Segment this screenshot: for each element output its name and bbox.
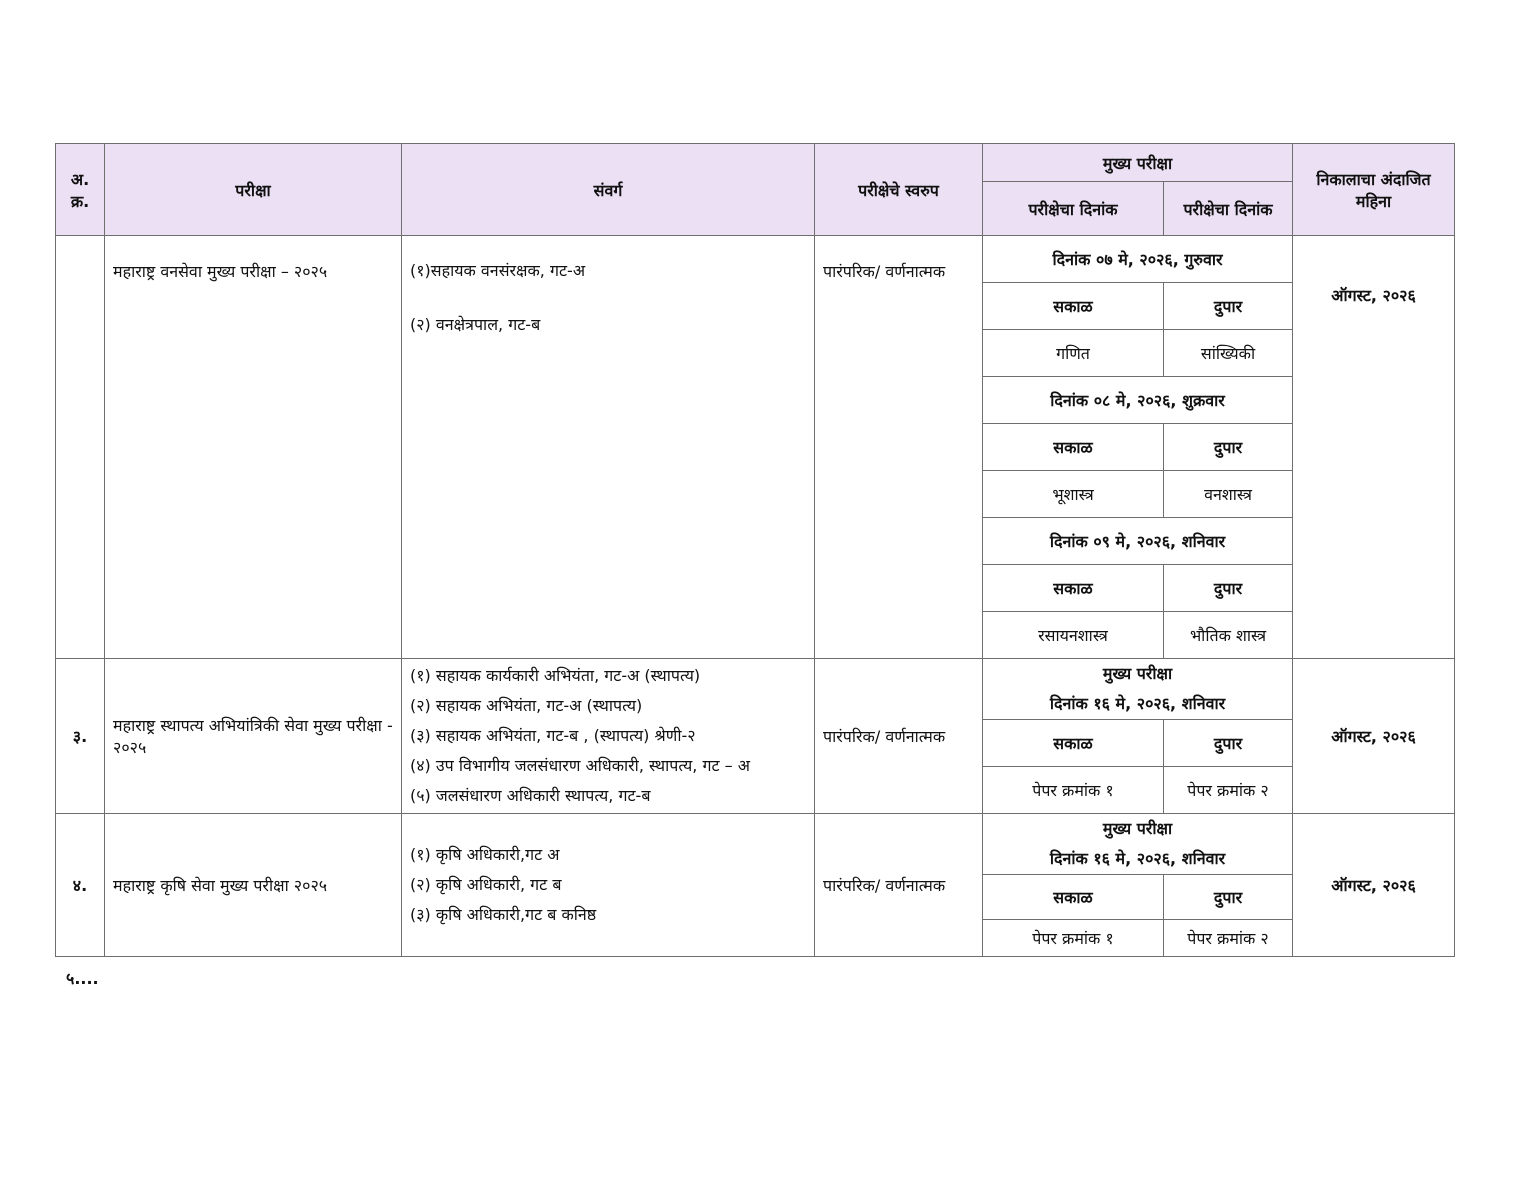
subject-afternoon: पेपर क्रमांक २ <box>1164 767 1293 814</box>
row-exam: महाराष्ट्र वनसेवा मुख्य परीक्षा – २०२५ <box>105 236 402 659</box>
cadre-item: (१) कृषि अधिकारी,गट अ <box>410 845 560 864</box>
exam-date: दिनांक ०९ मे, २०२६, शनिवार <box>983 518 1293 565</box>
shift-morning: सकाळ <box>983 875 1164 920</box>
row-result-month: ऑगस्ट, २०२६ <box>1293 659 1455 814</box>
row-sr: ३. <box>56 659 105 814</box>
table-row <box>56 236 1455 283</box>
header-sr: अ. क्र. <box>56 144 105 236</box>
row-sr: ४. <box>56 814 105 957</box>
cadre-item: (२) कृषि अधिकारी, गट ब <box>410 875 562 894</box>
table-row <box>56 659 1455 720</box>
row-cadres <box>402 659 815 814</box>
subject-afternoon: वनशास्त्र <box>1164 471 1293 518</box>
shift-afternoon: दुपार <box>1164 875 1293 920</box>
cadre-item: (१)सहायक वनसंरक्षक, गट-अ <box>410 261 586 280</box>
row-result-month: ऑगस्ट, २०२६ <box>1293 814 1455 957</box>
exam-date-block <box>983 659 1293 720</box>
row-exam: महाराष्ट्र स्थापत्य अभियांत्रिकी सेवा मुख्य परीक्षा - २०२५ <box>105 659 402 814</box>
shift-morning: सकाळ <box>983 283 1164 330</box>
subject-morning: पेपर क्रमांक १ <box>983 767 1164 814</box>
shift-morning: सकाळ <box>983 565 1164 612</box>
main-exam-label: मुख्य परीक्षा <box>1102 819 1173 838</box>
cadre-item: (४) उप विभागीय जलसंधारण अधिकारी, स्थापत्य, गट – अ <box>410 756 750 775</box>
header-result-month: निकालाचा अंदाजित महिना <box>1293 144 1455 236</box>
header-cadre: संवर्ग <box>402 144 815 236</box>
subject-afternoon: पेपर क्रमांक २ <box>1164 920 1293 957</box>
header-exam-date: परीक्षेचा दिनांक <box>983 182 1164 236</box>
exam-date: दिनांक १६ मे, २०२६, शनिवार <box>1049 849 1226 868</box>
subject-morning: पेपर क्रमांक १ <box>983 920 1164 957</box>
shift-afternoon: दुपार <box>1164 424 1293 471</box>
row-cadres <box>402 814 815 957</box>
subject-morning: भूशास्त्र <box>983 471 1164 518</box>
header-nature: परीक्षेचे स्वरुप <box>815 144 983 236</box>
cadre-item: (१) सहायक कार्यकारी अभियंता, गट-अ (स्थापत्य) <box>410 666 701 685</box>
subject-afternoon: सांख्यिकी <box>1164 330 1293 377</box>
cadre-item: (२) वनक्षेत्रपाल, गट-ब <box>410 315 541 334</box>
cadre-item: (२) सहायक अभियंता, गट-अ (स्थापत्य) <box>410 696 643 715</box>
cadre-item: (३) सहायक अभियंता, गट-ब , (स्थापत्य) श्रेणी-२ <box>410 726 696 745</box>
exam-schedule-table <box>55 143 1455 957</box>
header-exam: परीक्षा <box>105 144 402 236</box>
main-exam-label: मुख्य परीक्षा <box>1102 664 1173 683</box>
subject-morning: रसायनशास्त्र <box>983 612 1164 659</box>
shift-afternoon: दुपार <box>1164 283 1293 330</box>
row-nature: पारंपरिक/ वर्णनात्मक <box>815 236 983 659</box>
shift-afternoon: दुपार <box>1164 565 1293 612</box>
shift-morning: सकाळ <box>983 424 1164 471</box>
row-cadres <box>402 236 815 659</box>
row-nature: पारंपरिक/ वर्णनात्मक <box>815 814 983 957</box>
shift-morning: सकाळ <box>983 720 1164 767</box>
page-continuation: ५.... <box>66 969 99 988</box>
row-nature: पारंपरिक/ वर्णनात्मक <box>815 659 983 814</box>
row-result-month: ऑगस्ट, २०२६ <box>1293 236 1455 659</box>
exam-date-block <box>983 814 1293 875</box>
cadre-item: (३) कृषि अधिकारी,गट ब कनिष्ठ <box>410 905 597 924</box>
exam-date: दिनांक ०७ मे, २०२६, गुरुवार <box>983 236 1293 283</box>
row-sr <box>56 236 105 659</box>
cadre-item: (५) जलसंधारण अधिकारी स्थापत्य, गट-ब <box>410 786 651 805</box>
exam-date: दिनांक १६ मे, २०२६, शनिवार <box>1049 694 1226 713</box>
header-exam-date-2: परीक्षेचा दिनांक <box>1164 182 1293 236</box>
table-row <box>56 814 1455 875</box>
shift-afternoon: दुपार <box>1164 720 1293 767</box>
row-exam: महाराष्ट्र कृषि सेवा मुख्य परीक्षा २०२५ <box>105 814 402 957</box>
header-main-exam: मुख्य परीक्षा <box>983 144 1293 182</box>
subject-afternoon: भौतिक शास्त्र <box>1164 612 1293 659</box>
subject-morning: गणित <box>983 330 1164 377</box>
exam-date: दिनांक ०८ मे, २०२६, शुक्रवार <box>983 377 1293 424</box>
